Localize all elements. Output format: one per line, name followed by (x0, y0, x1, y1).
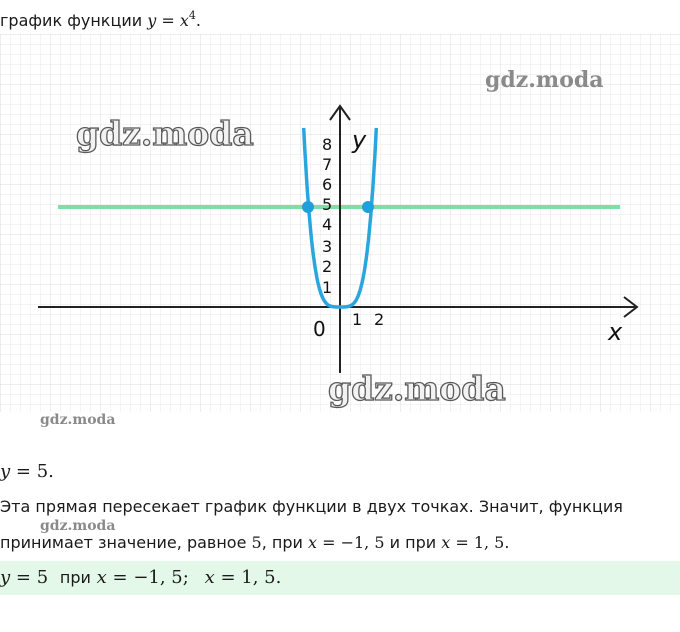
x-axis-label: x (608, 318, 623, 346)
paragraph-line-1: Эта прямая пересекает график функции в двух точках. Значит, функция (0, 497, 623, 516)
eq-y: y (0, 461, 11, 482)
answer-pri: при (59, 568, 91, 587)
origin-label: 0 (313, 317, 326, 341)
p2-v2: = 1, 5 (450, 533, 505, 552)
heading-func-exp: 4 (188, 9, 196, 22)
x-tick-2: 2 (374, 310, 385, 329)
answer-x1: x (96, 567, 107, 588)
p2-c: и при (384, 533, 442, 552)
intersection-point-right (362, 201, 374, 213)
y-tick-8: 8 (322, 135, 333, 154)
heading (0, 6, 201, 31)
heading-text: график функции (0, 11, 143, 30)
y-tick-3: 3 (322, 237, 333, 256)
answer-box (0, 561, 680, 595)
answer-x2: x (204, 567, 215, 588)
y-axis-label: y (352, 126, 367, 154)
function-graph (0, 34, 680, 412)
y-tick-5: 5 (322, 195, 333, 214)
y-tick-2: 2 (322, 257, 333, 276)
equation-line (0, 462, 54, 482)
watermark-bottom: gdz.moda (328, 369, 506, 408)
answer-eq: = 5 (10, 567, 49, 588)
heading-func-end: . (195, 11, 201, 30)
p2-v1: = −1, 5 (317, 533, 385, 552)
heading-func-x: x (179, 11, 189, 30)
answer-y: y (0, 567, 11, 588)
paragraph-line-2 (0, 533, 509, 553)
eq-rest: = 5. (10, 461, 54, 482)
watermark-left: gdz.moda (76, 114, 254, 153)
answer-v1: = −1, 5; (106, 567, 189, 588)
watermark-small-1: gdz.moda (40, 412, 116, 428)
p2-end: . (504, 533, 510, 552)
p2-a: принимает значение, равное (0, 533, 252, 552)
y-tick-4: 4 (322, 215, 333, 234)
p2-b: , при (261, 533, 308, 552)
intersection-point-left (302, 201, 314, 213)
heading-func-y: y (147, 11, 157, 30)
watermark-small-2: gdz.moda (40, 518, 116, 534)
answer-v2: = 1, 5. (214, 567, 282, 588)
y-tick-7: 7 (322, 155, 333, 174)
p2-x2: x (441, 533, 451, 552)
y-tick-1: 1 (322, 278, 333, 297)
p2-x1: x (307, 533, 318, 552)
answer-line (0, 568, 281, 588)
watermark-top-right: gdz.moda (485, 67, 604, 93)
y-tick-6: 6 (322, 175, 333, 194)
heading-func-eq: = (156, 11, 180, 30)
x-tick-1: 1 (352, 310, 363, 329)
p2-val: 5 (251, 533, 262, 552)
